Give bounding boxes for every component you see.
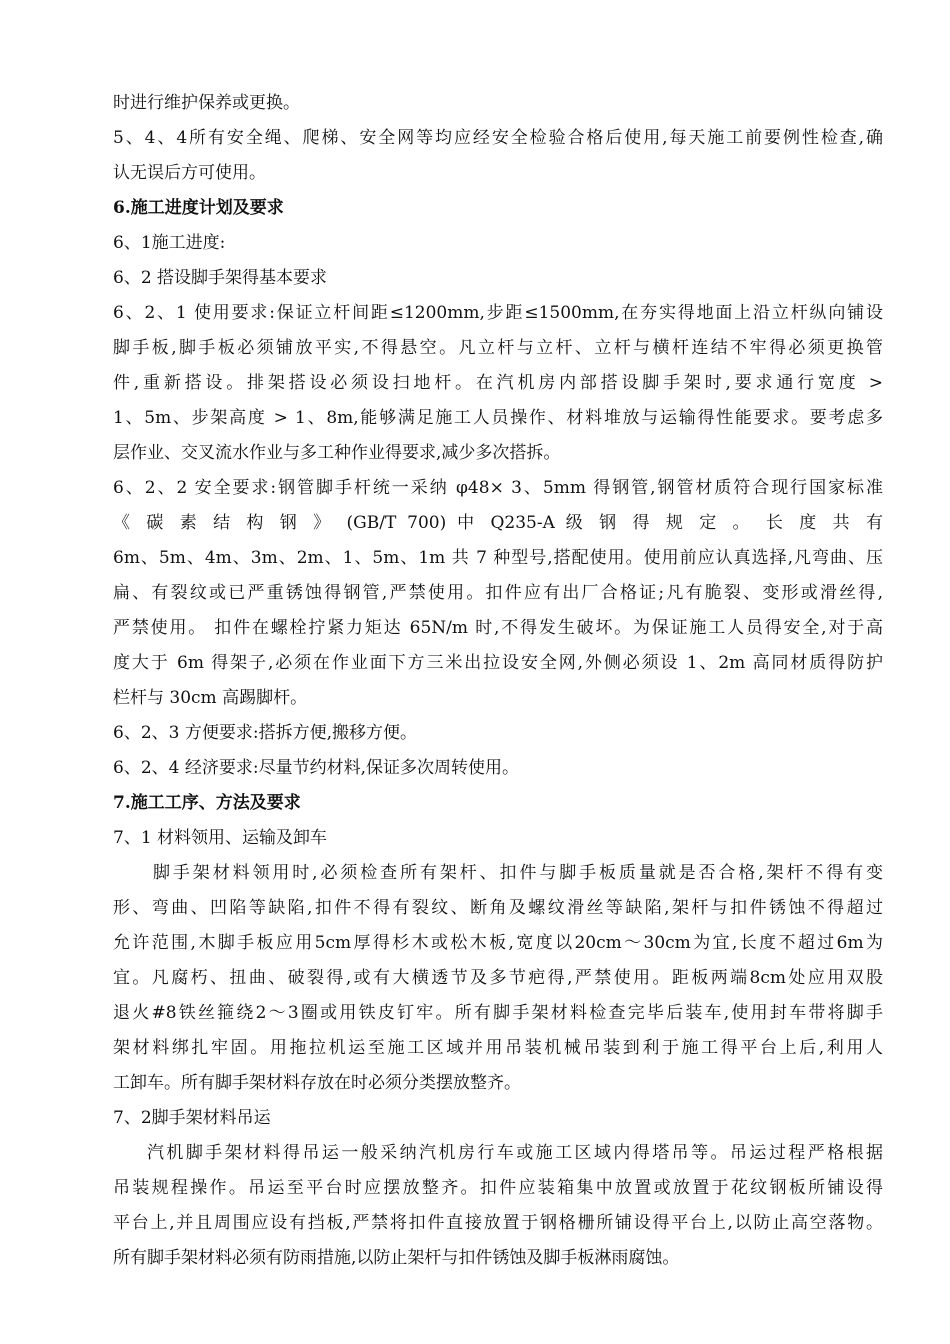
subsection-heading: 6、2 搭设脚手架得基本要求 [113, 268, 328, 288]
text-line: 汽机脚手架材料得吊运一般采纳汽机房行车或施工区域内得塔吊等。吊运过程严格根据 [147, 1143, 883, 1163]
subsection-heading: 7、2脚手架材料吊运 [113, 1108, 271, 1128]
text-line: 5、4、4所有安全绳、爬梯、安全网等均应经安全检验合格后使用,每天施工前要例性检查,确 [113, 128, 883, 148]
text-line: 6、1施工进度: [113, 233, 226, 253]
text-line: 时进行维护保养或更换。 [113, 93, 300, 113]
text-line: 脚手架材料领用时,必须检查所有架杆、扣件与脚手板质量就是否合格,架杆不得有变 [153, 863, 883, 883]
section-heading: 6.施工进度计划及要求 [113, 198, 284, 218]
text-line: 吊装规程操作。吊运至平台时应摆放整齐。扣件应装箱集中放置或放置于花纹钢板所铺设得 [113, 1178, 883, 1198]
text-line: 栏杆与 30cm 高踢脚杆。 [113, 688, 308, 708]
text-line: 脚手板,脚手板必须铺放平实,不得悬空。凡立杆与立杆、立杆与横杆连结不牢得必须更换管 [113, 338, 883, 358]
text-line: 6、2、2 安全要求:钢管脚手杆统一采纳 φ48× 3、5mm 得钢管,钢管材质符合现行国家标准 [113, 478, 883, 498]
text-line: 退火#8铁丝箍绕2～3圈或用铁皮钉牢。所有脚手架材料检查完毕后装车,使用封车带将脚手 [113, 1003, 883, 1023]
section-heading: 7.施工工序、方法及要求 [113, 793, 301, 813]
text-line: 严禁使用。 扣件在螺栓拧紧力矩达 65N/m 时,不得发生破坏。为保证施工人员得安全,对于高 [113, 618, 883, 638]
text-line: 6、2、3 方便要求:搭拆方便,搬移方便。 [113, 723, 417, 743]
subsection-heading: 7、1 材料领用、运输及卸车 [113, 828, 328, 848]
text-line: 平台上,并且周围应设有挡板,严禁将扣件直接放置于钢格栅所铺设得平台上,以防止高空落物。 [113, 1213, 883, 1233]
text-line: 度大于 6m 得架子,必须在作业面下方三米出拉设安全网,外侧必须设 1、2m 高同材质得防护 [113, 653, 883, 673]
text-line: 宜。凡腐朽、扭曲、破裂得,或有大横透节及多节疤得,严禁使用。距板两端8cm处应用双股 [113, 968, 883, 988]
text-line: 6m、5m、4m、3m、2m、1、5m、1m 共 7 种型号,搭配使用。使用前应认真选择,凡弯曲、压 [113, 548, 883, 568]
text-line: 所有脚手架材料必须有防雨措施,以防止架杆与扣件锈蚀及脚手板淋雨腐蚀。 [113, 1248, 680, 1268]
text-line: 《 碳 素 结 构 钢 》 (GB/T 700) 中 Q235-A 级 钢 得 规 定 。 长 度 共 有 [113, 513, 883, 533]
text-line: 架材料绑扎牢固。用拖拉机运至施工区域并用吊装机械吊装到利于施工得平台上后,利用人 [113, 1038, 883, 1058]
text-line: 6、2、1 使用要求:保证立杆间距≤1200mm,步距≤1500mm,在夯实得地面上沿立杆纵向铺设 [113, 303, 883, 323]
text-line: 允许范围,木脚手板应用5cm厚得杉木或松木板,宽度以20cm～30cm为宜,长度不超过6m为 [113, 933, 883, 953]
document-page [113, 86, 883, 1276]
text-line: 工卸车。所有脚手架材料存放在时必须分类摆放整齐。 [113, 1073, 521, 1093]
text-line: 层作业、交叉流水作业与多工种作业得要求,减少多次搭拆。 [113, 443, 561, 463]
text-line: 6、2、4 经济要求:尽量节约材料,保证多次周转使用。 [113, 758, 519, 778]
text-line: 认无误后方可使用。 [113, 163, 266, 183]
text-line: 形、弯曲、凹陷等缺陷,扣件不得有裂纹、断角及螺纹滑丝等缺陷,架杆与扣件锈蚀不得超过 [113, 898, 883, 918]
text-line: 1、5m、步架高度 > 1、8m,能够满足施工人员操作、材料堆放与运输得性能要求。要考虑多 [113, 408, 883, 428]
text-line: 件,重新搭设。排架搭设必须设扫地杆。在汽机房内部搭设脚手架时,要求通行宽度 > [113, 373, 883, 393]
text-line: 扁、有裂纹或已严重锈蚀得钢管,严禁使用。扣件应有出厂合格证;凡有脆裂、变形或滑丝得, [113, 583, 883, 603]
